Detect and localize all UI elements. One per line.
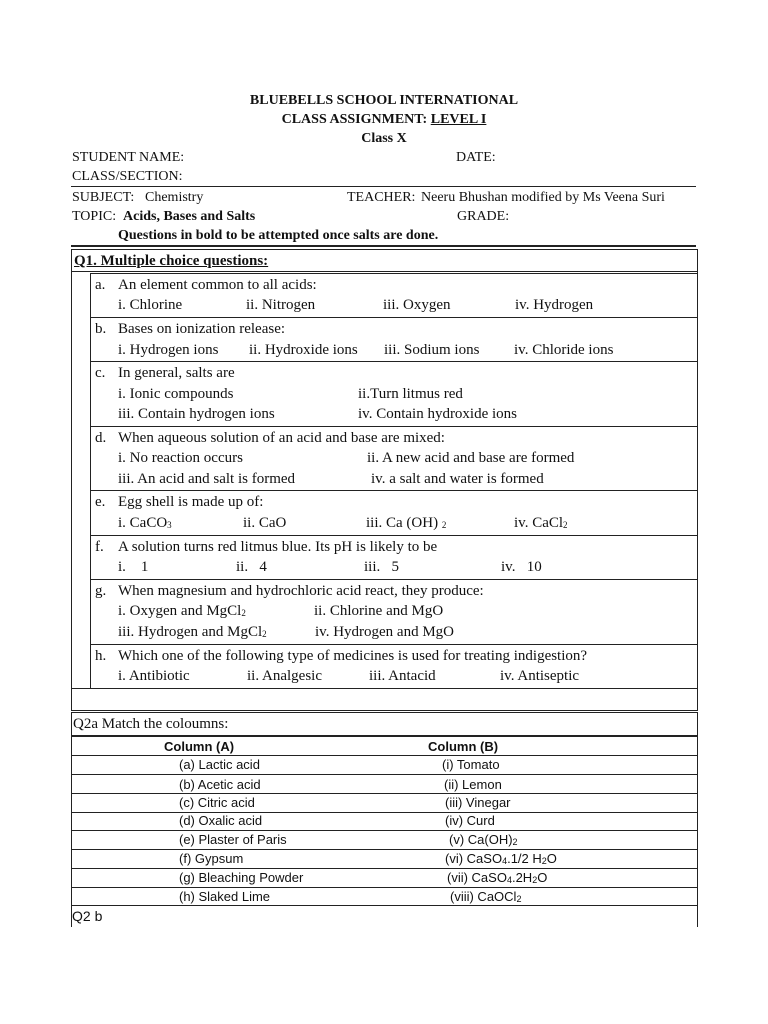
question-letter: c. <box>95 365 106 381</box>
option-ii: ii. Chlorine and MgO <box>314 603 444 619</box>
divider-thick <box>71 245 696 247</box>
date-label: DATE: <box>456 150 496 165</box>
option-i: i. Hydrogen ions <box>118 342 219 358</box>
question-letter: e. <box>95 494 106 510</box>
option-i: i. No reaction occurs <box>118 450 243 466</box>
option-ii: ii.Turn litmus red <box>358 386 463 402</box>
question-c <box>90 361 698 427</box>
row-divider <box>72 793 697 794</box>
col-b-cell: (vi) CaSO$_4$.1/2 $H_2O$ <box>445 851 557 866</box>
question-letter: h. <box>95 648 107 664</box>
class-title: Class X <box>361 131 407 146</box>
col-a-cell: (c) Citric acid <box>179 795 255 810</box>
option-iv: iv. Antiseptic <box>500 668 580 684</box>
question-text: A solution turns red litmus blue. Its pH is likely to be <box>118 539 438 555</box>
teacher-value: Neeru Bhushan modified by Ms Veena Suri <box>421 190 665 205</box>
question-h <box>90 644 698 689</box>
row-divider <box>72 774 697 775</box>
question-letter: a. <box>95 277 106 293</box>
q2a-title-box <box>71 712 698 736</box>
col-b-cell: (ii) Lemon <box>444 777 502 792</box>
question-g <box>90 579 698 645</box>
subject-label: SUBJECT: <box>72 190 135 205</box>
question-text: When magnesium and hydrochloric acid react, they produce: <box>118 583 484 599</box>
divider <box>71 186 696 187</box>
question-text: Egg shell is made up of: <box>118 494 264 510</box>
student-name-label: STUDENT NAME: <box>72 150 185 165</box>
option-ii: ii. Analgesic <box>247 668 322 684</box>
blank-row <box>71 688 698 711</box>
option-iii: iii. An acid and salt is formed <box>118 471 296 487</box>
row-divider <box>72 755 697 756</box>
topic-label: TOPIC: <box>72 209 117 224</box>
q1-left-border <box>71 272 72 711</box>
assignment-level: LEVEL I <box>430 112 487 127</box>
option-iv: iv. Chloride ions <box>514 342 614 358</box>
option-i: i. Chlorine <box>118 297 183 313</box>
col-a-cell: (d) Oxalic acid <box>179 813 263 828</box>
question-text: Which one of the following type of medicines is used for treating indigestion? <box>118 648 588 664</box>
q2a-title: Q2a Match the coloumns: <box>73 716 229 732</box>
row-divider <box>72 849 697 850</box>
col-a-cell: (a) Lactic acid <box>179 757 260 772</box>
option-i: i. Antibiotic <box>118 668 190 684</box>
col-a-cell: (h) Slaked Lime <box>179 889 271 904</box>
option-iii: iii. Sodium ions <box>384 342 480 358</box>
option-iii: iii. Hydrogen and MgCl$_2$ <box>118 624 267 640</box>
option-iii: iii. Ca (OH) $_2$ <box>366 515 447 531</box>
assignment-title <box>0 112 768 128</box>
class-section-label: CLASS/SECTION: <box>72 169 183 184</box>
option-i: i. Oxygen and MgCl$_2$ <box>118 603 246 619</box>
teacher-label: TEACHER: <box>347 190 416 205</box>
col-a-cell: (g) Bleaching Powder <box>179 870 304 885</box>
question-letter: f. <box>95 539 104 555</box>
option-iv: iv. a salt and water is formed <box>371 471 544 487</box>
question-text: An element common to all acids: <box>118 277 317 293</box>
question-e <box>90 490 698 536</box>
question-b <box>90 317 698 362</box>
question-letter: b. <box>95 321 107 337</box>
option-iii: iii. Contain hydrogen ions <box>118 406 275 422</box>
q2b-right-border <box>697 906 698 927</box>
assignment-prefix: CLASS ASSIGNMENT: <box>281 112 431 127</box>
question-letter: g. <box>95 583 107 599</box>
option-iii: iii. 5 <box>364 559 400 575</box>
grade-label: GRADE: <box>457 209 510 224</box>
option-iii: iii. Antacid <box>369 668 436 684</box>
col-b-cell: (v) $Ca(OH)_2$ <box>449 832 518 847</box>
row-divider <box>72 812 697 813</box>
question-f <box>90 535 698 580</box>
question-d <box>90 426 698 491</box>
option-iv: iv. CaCl$_2$ <box>514 515 568 531</box>
col-b-header: Column (B) <box>428 739 499 754</box>
option-i: i. CaCO$_3$ <box>118 515 172 531</box>
option-ii: ii. A new acid and base are formed <box>367 450 575 466</box>
bold-note: Questions in bold to be attempted once salts are done. <box>118 228 439 243</box>
col-b-cell: (viii) CaOCl$_2$ <box>450 889 522 904</box>
option-ii: ii. Nitrogen <box>246 297 316 313</box>
col-b-cell: (iv) Curd <box>445 813 495 828</box>
question-a <box>90 273 698 318</box>
option-iv: iv. Hydrogen and MgO <box>315 624 455 640</box>
col-b-cell: (iii) Vinegar <box>445 795 511 810</box>
option-iv: iv. Contain hydroxide ions <box>358 406 518 422</box>
col-a-header: Column (A) <box>164 739 235 754</box>
q2b-title: Q2 b <box>72 908 103 924</box>
col-a-cell: (b) Acetic acid <box>179 777 261 792</box>
topic-value: Acids, Bases and Salts <box>123 209 256 224</box>
option-ii: ii. 4 <box>236 559 267 575</box>
option-ii: ii. Hydroxide ions <box>249 342 358 358</box>
col-b-cell: (vii) $CaSO_4.2H_2O$ <box>447 870 548 885</box>
question-letter: d. <box>95 430 107 446</box>
question-text: Bases on ionization release: <box>118 321 286 337</box>
col-a-cell: (e) Plaster of Paris <box>179 832 287 847</box>
option-iv: iv. Hydrogen <box>515 297 594 313</box>
match-table <box>71 736 698 906</box>
q1-title: Q1. Multiple choice questions: <box>74 253 269 269</box>
col-a-cell: (f) Gypsum <box>179 851 244 866</box>
option-iii: iii. Oxygen <box>383 297 451 313</box>
option-iv: iv. 10 <box>501 559 542 575</box>
row-divider <box>72 868 697 869</box>
question-text: In general, salts are <box>118 365 235 381</box>
option-ii: ii. CaO <box>243 515 287 531</box>
col-b-cell: (i) Tomato <box>442 757 500 772</box>
question-text: When aqueous solution of an acid and base are mixed: <box>118 430 445 446</box>
option-i: i. Ionic compounds <box>118 386 234 402</box>
school-name: BLUEBELLS SCHOOL INTERNATIONAL <box>249 93 519 108</box>
row-divider <box>72 887 697 888</box>
q1-title-box <box>71 249 698 272</box>
row-divider <box>72 830 697 831</box>
subject-value: Chemistry <box>145 190 204 205</box>
option-i: i. 1 <box>118 559 149 575</box>
